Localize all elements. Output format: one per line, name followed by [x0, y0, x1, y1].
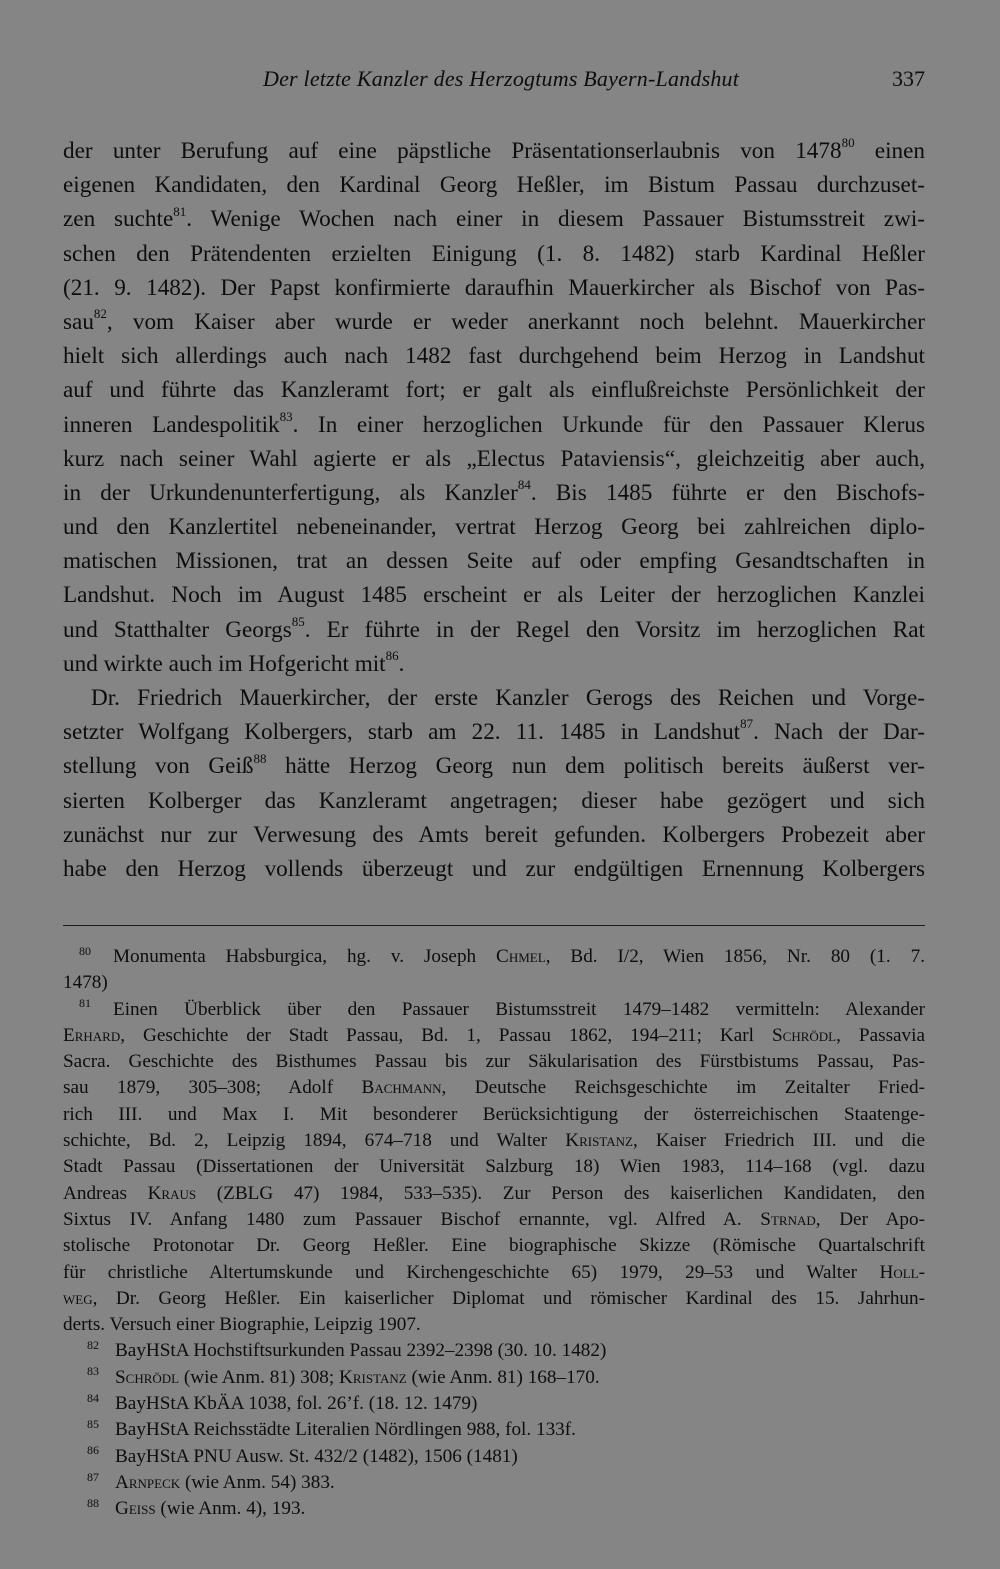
body-line-text: einen	[854, 138, 926, 164]
footnote-line	[63, 1260, 925, 1286]
footnote-text: BayHStA Hochstiftsurkunden Passau 2392–2398 (30. 10. 1482)	[115, 1340, 607, 1362]
author-name: Schrödl	[772, 1024, 837, 1046]
footnote-text: Monumenta Habsburgica, hg. v. Joseph Chmel, Bd. I/2, Wien 1856, Nr. 80 (1. 7.	[113, 946, 925, 967]
body-line	[63, 784, 925, 818]
body-line-text: zunächst nur zur Verwesung des Amts bereit gefunden. Kolbergers Probezeit aber	[63, 821, 925, 848]
body-line-text: auf und führte das Kanzleramt fort; er galt als einflußreichste Persönlichkeit der	[63, 377, 925, 404]
body-line	[63, 613, 925, 647]
footnote-text: Stadt Passau (Dissertationen der Universität Salzburg 18) Wien 1983, 114–168 (vgl. dazu	[63, 1156, 925, 1178]
author-name: weg	[63, 1287, 93, 1309]
body-line	[63, 134, 925, 168]
body-line	[63, 749, 925, 783]
running-title: Der letzte Kanzler des Herzogtums Bayern-Landshut	[263, 66, 740, 91]
body-line-text: eigenen Kandidaten, den Kardinal Georg Heßler, im Bistum Passau durchzuset-	[63, 172, 925, 199]
footnote-line	[63, 1049, 925, 1075]
body-line-text: sau	[63, 308, 94, 335]
body-line-text: und Statthalter Georgs	[63, 616, 292, 643]
body-line	[63, 237, 925, 271]
body-line-text: der unter Berufung auf eine päpstliche Präsentationserlaubnis von 1478	[63, 138, 842, 164]
footnote-text: BayHStA Reichsstädte Literalien Nördlingen 988, fol. 133f.	[115, 1419, 576, 1441]
body-line	[63, 852, 925, 886]
footnote-text: BayHStA PNU Ausw. St. 432/2 (1482), 1506 (1481)	[115, 1445, 518, 1467]
footnote-line	[63, 1128, 925, 1154]
body-line-text: Landshut. Noch im August 1485 erscheint er als Leiter der herzoglichen Kanzlei	[63, 582, 925, 609]
body-line-text: zen suchte	[63, 206, 174, 233]
author-name: Arnpeck	[115, 1471, 181, 1493]
running-header	[63, 64, 925, 104]
body-line-text: schen den Prätendenten erzielten Einigung (1. 8. 1482) starb Kardinal Heßler	[63, 240, 925, 267]
footnote-reference[interactable]: 83	[279, 408, 293, 424]
footnote-text: weg, Dr. Georg Heßler. Ein kaiserlicher Diplomat und römischer Kardinal des 15. Jahrhun-	[63, 1287, 925, 1309]
footnote-line	[63, 1286, 925, 1312]
footnotes	[63, 944, 925, 1523]
footnote-line	[63, 1023, 925, 1049]
footnote-line	[63, 1154, 925, 1180]
author-name: Holl-	[879, 1261, 925, 1283]
body-line-text: matischen Missionen, trat an dessen Seite auf oder empfing Gesandtschaften in	[63, 548, 925, 575]
footnote-reference[interactable]: 81	[173, 203, 187, 219]
body-text	[63, 134, 925, 886]
body-line-text: . Nach der Dar-	[753, 719, 926, 746]
footnote-text: für christliche Altertumskunde und Kirchengeschichte 65) 1979, 29–53 und Walter Holl-	[63, 1261, 925, 1283]
footnote-line	[63, 970, 925, 996]
footnote-line: 88 Geiss (wie Anm. 4), 193.	[87, 1495, 306, 1520]
body-line	[63, 578, 925, 612]
footnote-line: 80 Monumenta Habsburgica, hg. v. Joseph Chmel, Bd. I/2, Wien 1856, Nr. 80 (1. 7.	[79, 943, 925, 967]
footnote-line	[63, 1181, 925, 1207]
footnote-text: Arnpeck (wie Anm. 54) 383.	[115, 1471, 335, 1493]
body-line-text: hätte Herzog Georg nun dem politisch bereits äußerst ver-	[266, 753, 925, 780]
body-line-text: habe den Herzog vollends überzeugt und zur endgültigen Ernennung Kolbergers	[63, 855, 925, 882]
footnote-text: stolische Protonotar Dr. Georg Heßler. Eine biographische Skizze (Römische Quartalschrift	[63, 1235, 925, 1257]
body-line-text: kurz nach seiner Wahl agierte er als „Electus Pataviensis“, gleichzeitig aber auch,	[63, 445, 925, 472]
body-line-text: und den Kanzlertitel nebeneinander, vertrat Herzog Georg bei zahlreichen diplo-	[63, 514, 925, 541]
author-name: Kraus	[147, 1182, 197, 1204]
footnote-line	[63, 1233, 925, 1259]
body-line	[63, 715, 925, 749]
body-line-text: setzter Wolfgang Kolbergers, starb am 22. 11. 1485 in Landshut	[63, 719, 741, 746]
body-line-text: Dr. Friedrich Mauerkircher, der erste Kanzler Gerogs des Reichen und Vorge-	[91, 685, 925, 711]
footnote-text: schichte, Bd. 2, Leipzig 1894, 674–718 und Walter Kristanz, Kaiser Friedrich III. und die	[63, 1130, 925, 1152]
footnote-rule	[63, 925, 925, 926]
body-line	[63, 168, 925, 202]
body-line-text: inneren Landespolitik	[63, 411, 280, 438]
footnote-line: 82 BayHStA Hochstiftsurkunden Passau 2392–2398 (30. 10. 1482)	[87, 1338, 607, 1362]
body-line-text: . Bis 1485 führte er den Bischofs-	[530, 479, 925, 506]
author-name: Kristanz	[339, 1366, 407, 1388]
author-name: Erhard	[63, 1024, 121, 1046]
body-line-text: und wirkte auch im Hofgericht mit	[63, 650, 386, 677]
body-line	[63, 442, 925, 476]
footnote-reference[interactable]: 88	[253, 750, 267, 766]
footnote-line	[63, 1075, 925, 1101]
body-line-text: hielt sich allerdings auch nach 1482 fast durchgehend beim Herzog in Landshut	[63, 343, 925, 370]
footnote-text: Sacra. Geschichte des Bisthumes Passau bis zur Säkularisation des Fürstbistums Passau, Pas-	[63, 1051, 925, 1073]
footnote-text: rich III. und Max I. Mit besonderer Berücksichtigung der österreichischen Staatenge-	[63, 1103, 925, 1125]
body-line-text: . Wenige Wochen nach einer in diesem Passauer Bistumsstreit zwi-	[186, 206, 925, 233]
footnote-text: Andreas Kraus (ZBLG 47) 1984, 533–535). Zur Person des kaiserlichen Kandidaten, den	[63, 1182, 926, 1204]
author-name: Strnad	[760, 1208, 816, 1230]
footnote-line	[63, 1312, 925, 1338]
footnote-line	[63, 1207, 925, 1233]
body-line	[63, 510, 925, 544]
footnote-line: 83 Schrödl (wie Anm. 81) 308; Kristanz (wie Anm. 81) 168–170.	[87, 1364, 600, 1388]
footnote-text: Erhard, Geschichte der Stadt Passau, Bd. 1, Passau 1862, 194–211; Karl Schrödl, Passavia	[63, 1024, 925, 1046]
footnote-line: 87 Arnpeck (wie Anm. 54) 383.	[87, 1469, 335, 1493]
body-line	[63, 202, 925, 236]
author-name: Geiss	[115, 1498, 156, 1520]
body-line	[63, 305, 925, 339]
body-line	[63, 681, 925, 715]
body-line-text: (21. 9. 1482). Der Papst konfirmierte daraufhin Mauerkircher als Bischof von Pas-	[63, 274, 925, 301]
author-name: Schrödl	[115, 1366, 180, 1388]
body-line-text: .	[398, 650, 405, 677]
footnote-text: Sixtus IV. Anfang 1480 zum Passauer Bischof ernannte, vgl. Alfred A. Strnad, Der Apo-	[63, 1208, 925, 1230]
footnote-text: derts. Versuch einer Biographie, Leipzig 1907.	[63, 1314, 421, 1336]
body-line	[63, 647, 925, 681]
page-number: 337	[892, 66, 925, 91]
body-line	[63, 339, 925, 373]
footnote-text: Schrödl (wie Anm. 81) 308; Kristanz (wie Anm. 81) 168–170.	[115, 1366, 600, 1388]
footnote-text: BayHStA KbÄA 1038, fol. 26’f. (18. 12. 1479)	[115, 1393, 478, 1415]
body-line-text: . Er führte in der Regel den Vorsitz im herzoglichen Rat	[304, 616, 925, 643]
footnote-text: sau 1879, 305–308; Adolf Bachmann, Deutsche Reichsgeschichte im Zeitalter Fried-	[63, 1077, 926, 1099]
footnote-text: Geiss (wie Anm. 4), 193.	[115, 1498, 306, 1520]
body-line-text: , vom Kaiser aber wurde er weder anerkannt noch belehnt. Mauerkircher	[106, 308, 925, 335]
footnote-line: 85 BayHStA Reichsstädte Literalien Nördlingen 988, fol. 133f.	[87, 1416, 576, 1441]
author-name: Chmel	[496, 946, 546, 967]
author-name: Kristanz	[565, 1130, 633, 1152]
body-line	[63, 271, 925, 305]
footnote-line: 86 BayHStA PNU Ausw. St. 432/2 (1482), 1506 (1481)	[87, 1443, 518, 1467]
body-line-text: in der Urkundenunterfertigung, als Kanzler	[63, 479, 518, 506]
footnote-reference[interactable]: 80	[841, 135, 855, 151]
footnote-reference[interactable]: 86	[385, 648, 399, 664]
body-line-text: stellung von Geiß	[63, 753, 254, 780]
author-name: Bachmann	[361, 1077, 442, 1099]
footnote-line	[63, 1102, 925, 1128]
body-line-text: . In einer herzoglichen Urkunde für den Passauer Klerus	[292, 411, 926, 438]
footnote-reference[interactable]: 85	[291, 613, 305, 629]
footnote-text: 1478)	[63, 972, 108, 994]
body-line-text: sierten Kolberger das Kanzleramt angetragen; dieser habe gezögert und sich	[63, 787, 925, 814]
body-line	[63, 476, 925, 510]
footnote-reference[interactable]: 84	[517, 477, 531, 493]
footnote-reference[interactable]: 87	[740, 716, 754, 732]
body-line	[63, 818, 925, 852]
body-line	[63, 544, 925, 578]
footnote-line: 81 Einen Überblick über den Passauer Bistumsstreit 1479–1482 vermitteln: Alexander	[79, 996, 925, 1020]
footnote-line: 84 BayHStA KbÄA 1038, fol. 26’f. (18. 12. 1479)	[87, 1390, 478, 1415]
footnote-reference[interactable]: 82	[93, 306, 107, 322]
footnote-text: Einen Überblick über den Passauer Bistumsstreit 1479–1482 vermitteln: Alexander	[113, 998, 925, 1020]
body-line	[63, 373, 925, 407]
body-line	[63, 408, 925, 442]
